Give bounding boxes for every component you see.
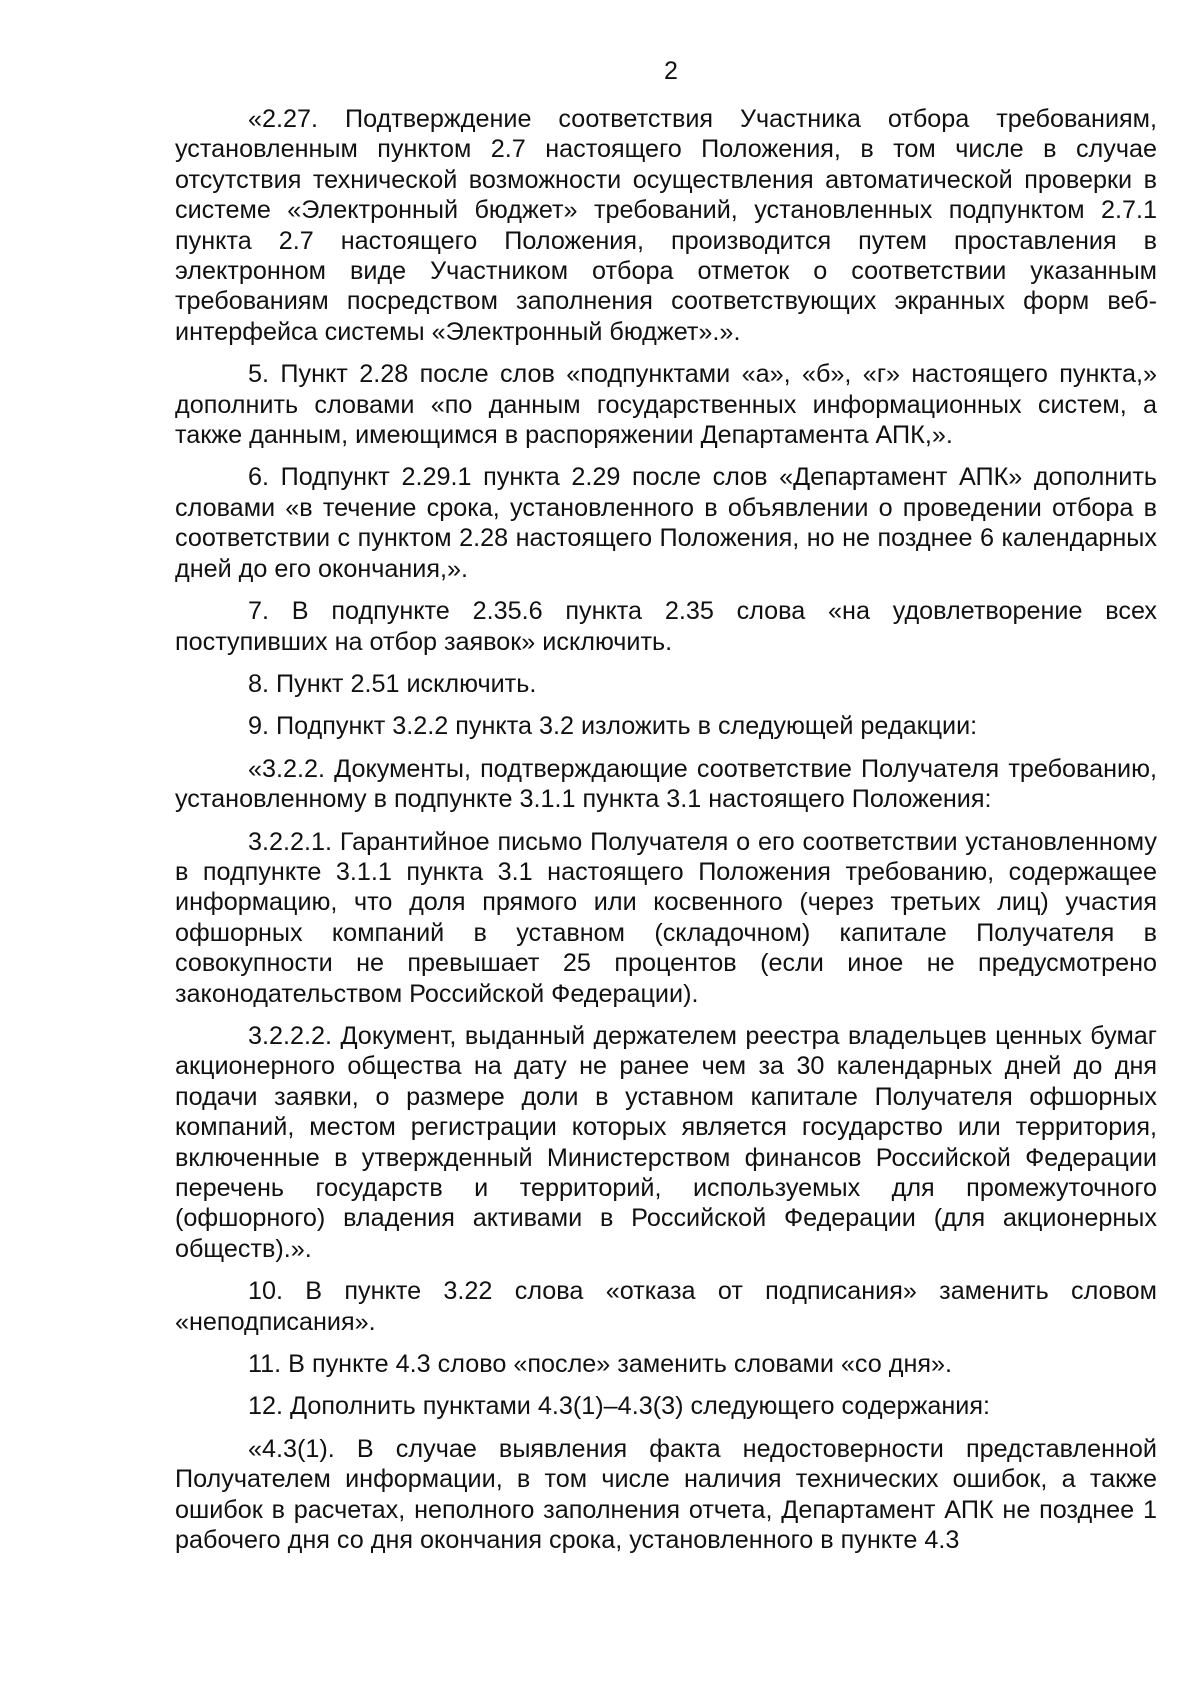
- paragraph-item-12: 12. Дополнить пунктами 4.3(1)–4.3(3) следующего содержания:: [248, 1392, 991, 1421]
- paragraph-item-6: 6. Подпункт 2.29.1 пункта 2.29 после слов «Департамент АПК» дополнить словами «в течение срока, установленного в объявлении о проведении отбора в соответствии с пунктом 2.28 настоящего Положения, но не позднее 6 календарных дней до его окончания,».: [175, 463, 1157, 583]
- paragraph-3-2-2-2: 3.2.2.2. Документ, выданный держателем реестра владельцев ценных бумаг акционерного общества на дату не ранее чем за 30 календарных дней до дня подачи заявки, о размере доли в уставном капитале Получателя офшорных компаний, местом регистрации которых является государство или территория, включенные в утвержденный Министерством финансов Российской Федерации перечень государств и территорий, используемых для промежуточного (офшорного) владения активами в Российской Федерации (для акционерных обществ).».: [175, 1021, 1157, 1263]
- paragraph-4-3-1: «4.3(1). В случае выявления факта недостоверности представленной Получателем информации, в том числе наличия технических ошибок, а также ошибок в расчетах, неполного заполнения отчета, Департамент АПК не позднее 1 рабочего дня со дня окончания срока, установленного в пункте 4.3: [175, 1434, 1157, 1555]
- paragraph-3-2-2: «3.2.2. Документы, подтверждающие соответствие Получателя требованию, установленному в подпункте 3.1.1 пункта 3.1 настоящего Положения:: [175, 754, 1157, 814]
- page-number: 2: [664, 57, 678, 85]
- paragraph-item-9: 9. Подпункт 3.2.2 пункта 3.2 изложить в следующей редакции:: [248, 712, 978, 741]
- paragraph-3-2-2-1: 3.2.2.1. Гарантийное письмо Получателя о его соответствии установленному в подпункте 3.1.1 пункта 3.1 настоящего Положения требованию, содержащее информацию, что доля прямого или косвенного (через третьих лиц) участия офшорных компаний в уставном (складочном) капитале Получателя в совокупности не превышает 25 процентов (если иное не предусмотрено законодательством Российской Федерации).: [175, 827, 1157, 1008]
- paragraph-2-27: «2.27. Подтверждение соответствия Участника отбора требованиям, установленным пунктом 2.7 настоящего Положения, в том числе в случае отсутствия технической возможности осуществления автоматической проверки в системе «Электронный бюджет» требований, установленных подпунктом 2.7.1 пункта 2.7 настоящего Положения, производится путем проставления в электронном виде Участником отбора отметок о соответствии указанным требованиям посредством заполнения соответствующих экранных форм веб-интерфейса системы «Электронный бюджет».».: [175, 105, 1157, 346]
- paragraph-item-8: 8. Пункт 2.51 исключить.: [248, 669, 537, 698]
- paragraph-item-10: 10. В пункте 3.22 слова «отказа от подписания» заменить словом «неподписания».: [175, 1277, 1157, 1336]
- paragraph-item-11: 11. В пункте 4.3 слово «после» заменить словами «со дня».: [248, 1350, 953, 1379]
- document-page: [175, 56, 1157, 1567]
- paragraph-item-5: 5. Пункт 2.28 после слов «подпунктами «а», «б», «г» настоящего пункта,» дополнить словами «по данным государственных информационных систем, а также данным, имеющимся в распоряжении Департамента АПК,».: [175, 360, 1157, 450]
- paragraph-item-7: 7. В подпункте 2.35.6 пункта 2.35 слова «на удовлетворение всех поступивших на отбор заявок» исключить.: [175, 597, 1157, 656]
